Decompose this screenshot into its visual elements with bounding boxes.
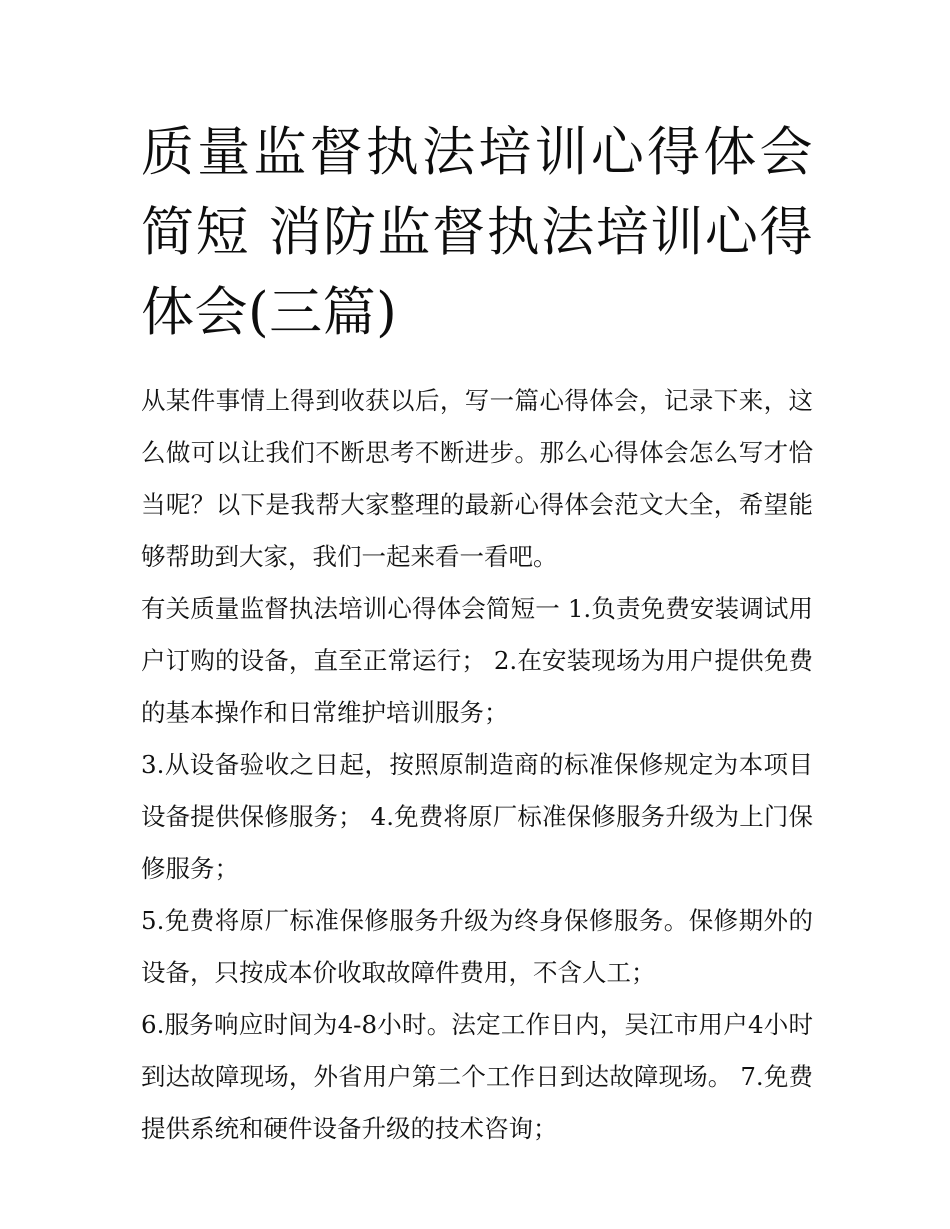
document-content (141, 113, 813, 1155)
document-body (141, 375, 813, 1155)
paragraph-item-6-7: 6.服务响应时间为4-8小时。法定工作日内，吴江市用户4小时到达故障现场，外省用户第二个工作日到达故障现场。 7.免费提供系统和硬件设备升级的技术咨询； (141, 1010, 813, 1143)
paragraph-item-3-4: 3.从设备验收之日起，按照原制造商的标准保修规定为本项目设备提供保修服务； 4.免费将原厂标准保修服务升级为上门保修服务； (141, 750, 813, 883)
paragraph-intro: 从某件事情上得到收获以后，写一篇心得体会，记录下来，这么做可以让我们不断思考不断进步。那么心得体会怎么写才恰当呢？以下是我帮大家整理的最新心得体会范文大全，希望能够帮助到大家，我们一起来看一看吧。 (141, 386, 813, 571)
document-title: 质量监督执法培训心得体会简短 消防监督执法培训心得体会(三篇) (141, 122, 813, 343)
paragraph-item-5: 5.免费将原厂标准保修服务升级为终身保修服务。保修期外的设备，只按成本价收取故障件费用，不含人工； (141, 906, 813, 987)
paragraph-item-1-2: 有关质量监督执法培训心得体会简短一 1.负责免费安装调试用户订购的设备，直至正常运行； 2.在安装现场为用户提供免费的基本操作和日常维护培训服务； (141, 594, 813, 727)
